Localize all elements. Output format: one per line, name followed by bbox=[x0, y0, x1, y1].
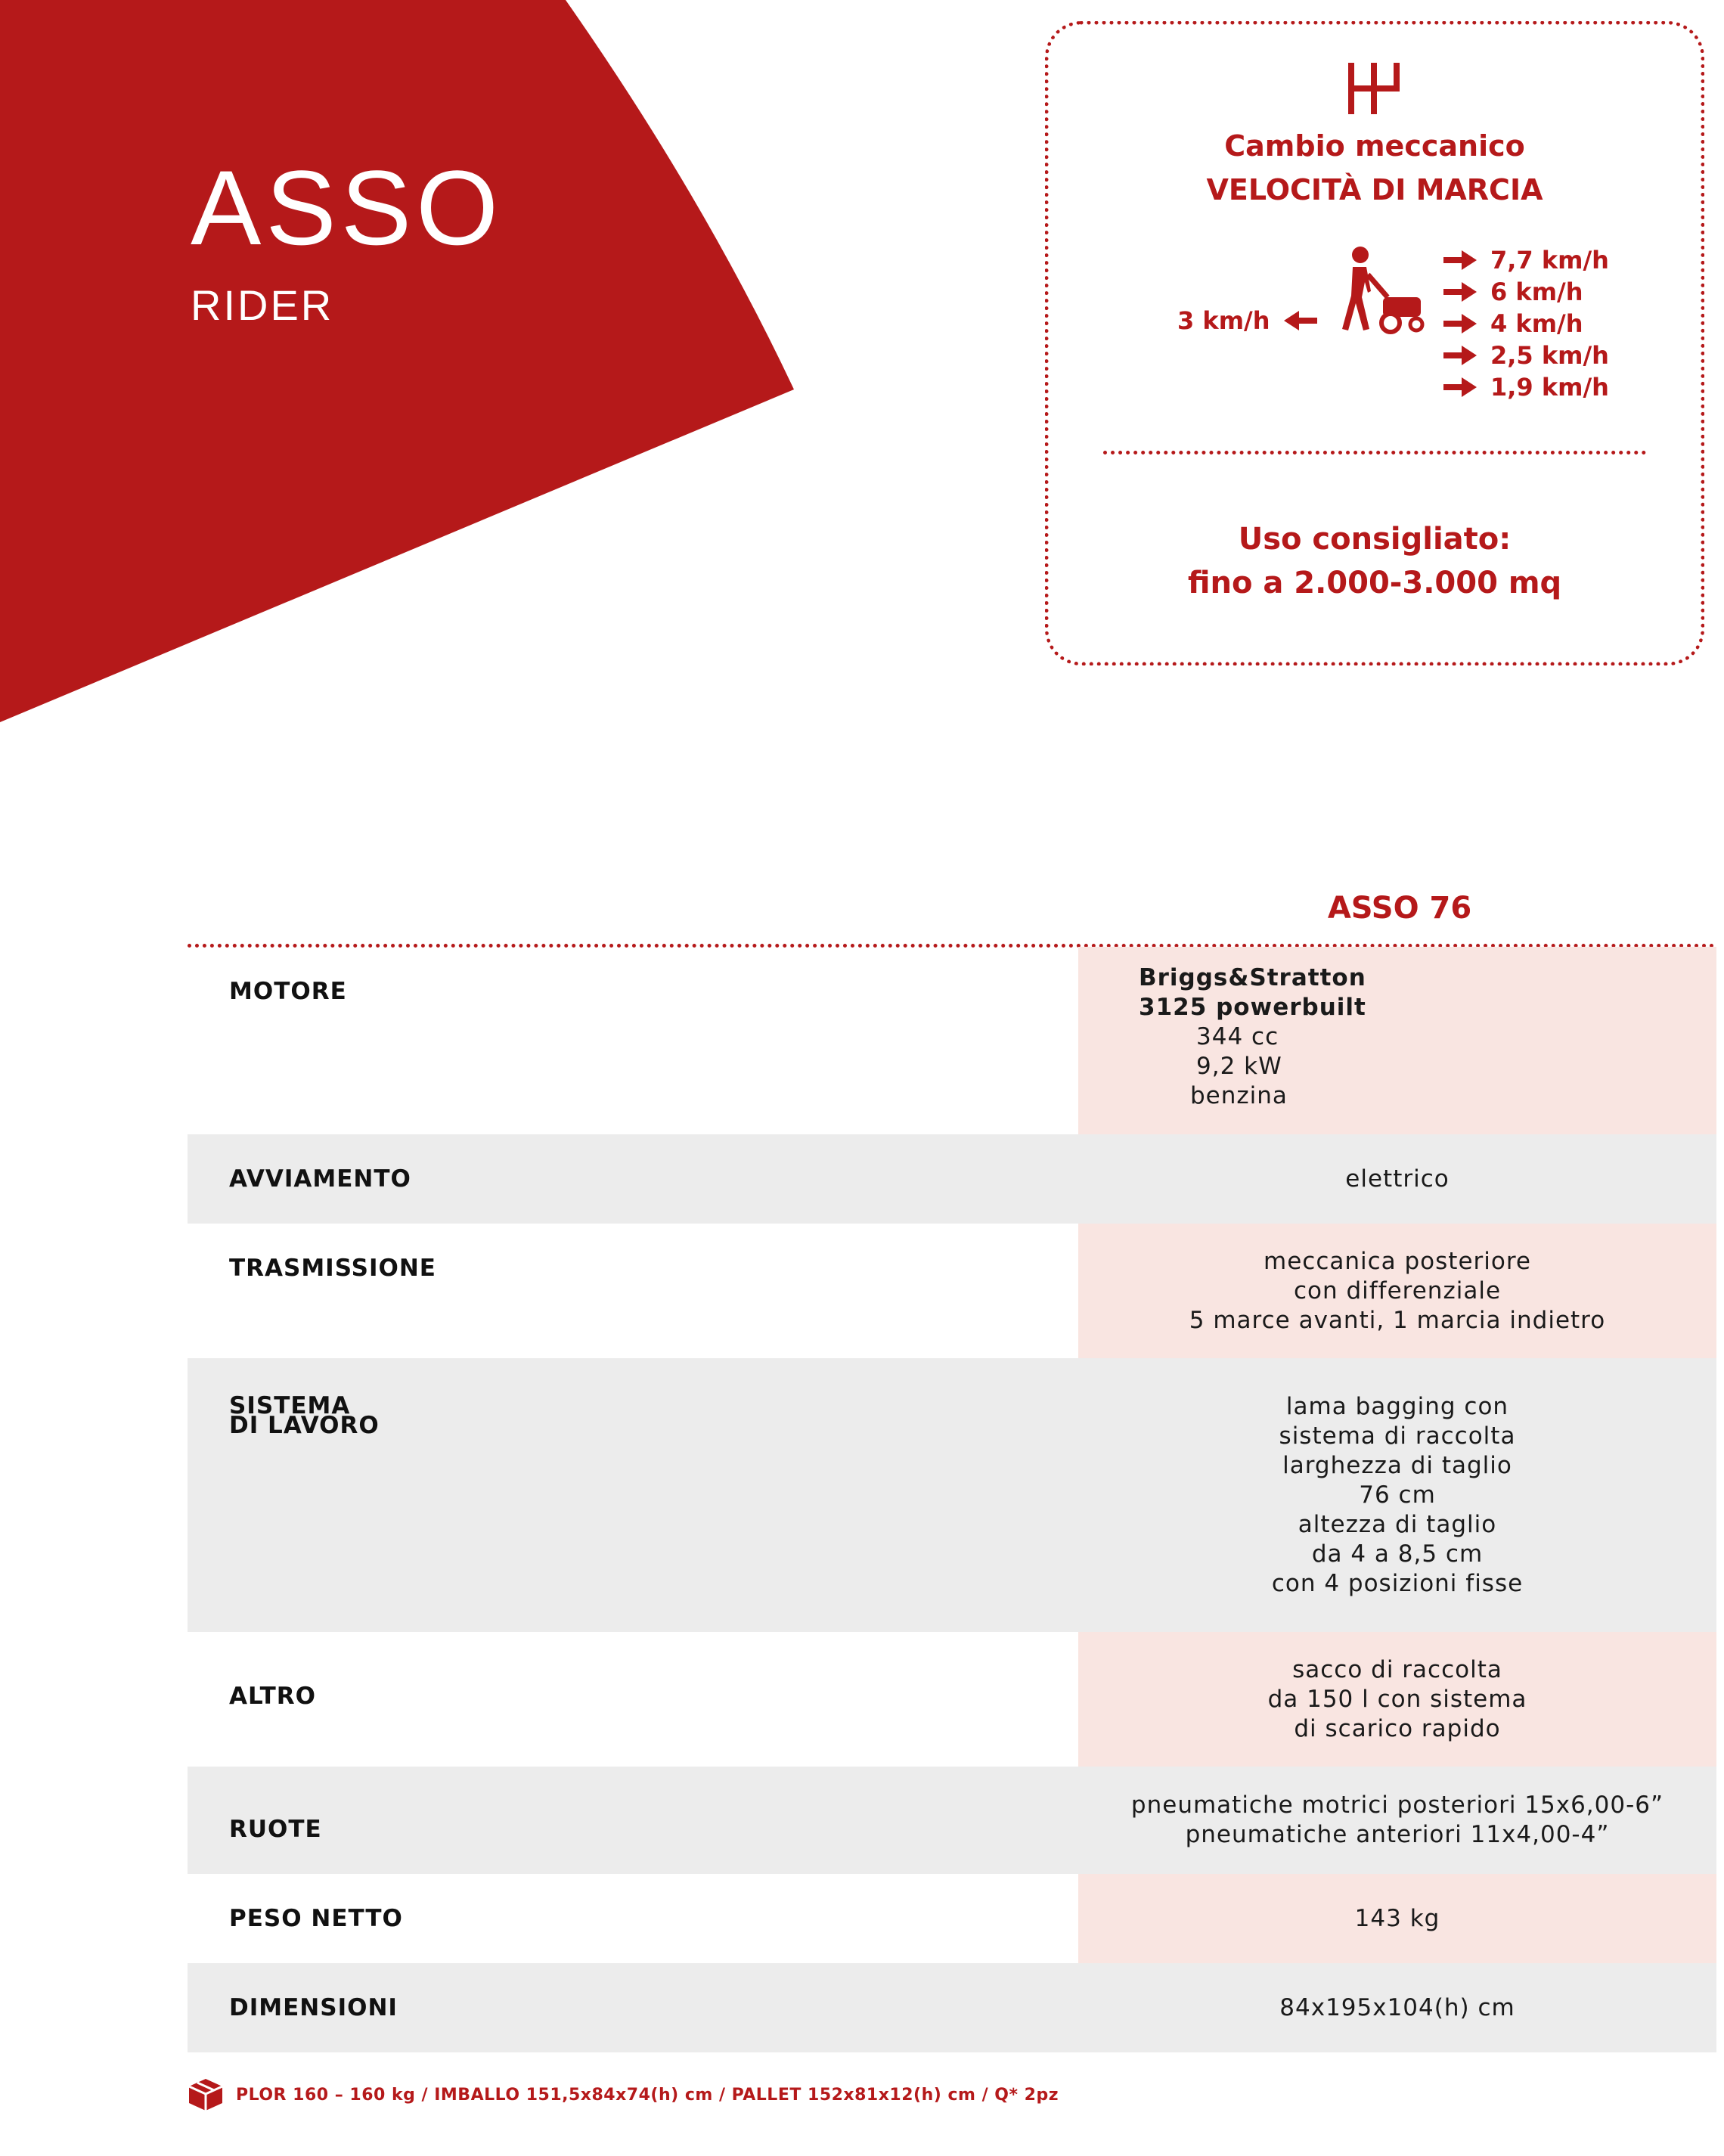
table-row bbox=[0, 947, 1724, 1134]
model-column-header: ASSO 76 bbox=[1327, 891, 1472, 926]
value-line: larghezza di taglio bbox=[1282, 1451, 1512, 1479]
title-block bbox=[191, 148, 504, 330]
value-line: 76 cm bbox=[1359, 1481, 1436, 1509]
arrow-right-icon bbox=[1443, 377, 1477, 397]
box-title-line1: Cambio meccanico bbox=[1224, 129, 1525, 163]
value-line: da 150 l con sistema bbox=[1267, 1685, 1527, 1713]
row-value bbox=[1078, 1767, 1716, 1874]
value-line: benzina bbox=[1190, 1082, 1288, 1109]
forward-speed-item bbox=[1443, 308, 1609, 340]
value-line: sistema di raccolta bbox=[1279, 1422, 1516, 1450]
forward-speed-item bbox=[1443, 371, 1609, 403]
row-label bbox=[229, 1392, 380, 1440]
reverse-speed-label: 3 km/h bbox=[1177, 306, 1270, 335]
table-row bbox=[0, 1224, 1724, 1358]
arrow-right-icon bbox=[1443, 314, 1477, 333]
person-mower-icon bbox=[1335, 244, 1433, 343]
usage-value: fino a 2.000-3.000 mq bbox=[1187, 566, 1562, 600]
arrow-left-icon bbox=[1284, 311, 1317, 330]
shipping-text: PLOR 160 – 160 kg / IMBALLO 151,5x84x74(h) cm / PALLET 152x81x12(h) cm / Q* 2pz bbox=[236, 2085, 1059, 2105]
arrow-right-icon bbox=[1443, 346, 1477, 365]
label-line: SISTEMA bbox=[229, 1392, 351, 1419]
row-value bbox=[1078, 1134, 1716, 1224]
row-label: RUOTE bbox=[229, 1816, 322, 1843]
reverse-speed bbox=[1177, 306, 1317, 335]
forward-speed-label: 6 km/h bbox=[1490, 278, 1583, 306]
value-line: 5 marce avanti, 1 marcia indietro bbox=[1189, 1306, 1606, 1334]
box-divider bbox=[1103, 451, 1646, 454]
product-subtitle: RIDER bbox=[191, 281, 334, 329]
row-value bbox=[1078, 1224, 1716, 1358]
row-value bbox=[1078, 1358, 1716, 1632]
value-line: 84x195x104(h) cm bbox=[1279, 1993, 1515, 2021]
forward-speed-label: 7,7 km/h bbox=[1490, 246, 1609, 275]
table-row bbox=[0, 1767, 1724, 1874]
value-line: pneumatiche motrici posteriori 15x6,00-6” bbox=[1130, 1791, 1664, 1819]
table-row bbox=[0, 1632, 1724, 1767]
value-line: sacco di raccolta bbox=[1292, 1655, 1502, 1683]
table-row bbox=[0, 1358, 1724, 1632]
forward-speed-label: 1,9 km/h bbox=[1490, 373, 1609, 402]
row-value bbox=[1078, 1874, 1716, 1963]
row-value bbox=[1078, 1963, 1716, 2052]
value-line: altezza di taglio bbox=[1298, 1510, 1497, 1538]
row-label: AVVIAMENTO bbox=[229, 1165, 411, 1193]
row-label: PESO NETTO bbox=[229, 1905, 403, 1932]
value-line: 143 kg bbox=[1354, 1904, 1440, 1932]
row-value bbox=[1078, 947, 1716, 1134]
value-line: meccanica posteriore bbox=[1264, 1247, 1531, 1275]
arrow-right-icon bbox=[1443, 250, 1477, 270]
value-line: con differenziale bbox=[1293, 1277, 1502, 1304]
forward-speed-item bbox=[1443, 276, 1609, 308]
value-line: Briggs&Stratton bbox=[1139, 964, 1366, 991]
label-line: DI LAVORO bbox=[229, 1412, 380, 1440]
row-value bbox=[1078, 1632, 1716, 1767]
forward-speed-item bbox=[1443, 340, 1609, 371]
value-line: 3125 powerbuilt bbox=[1139, 994, 1366, 1021]
row-label: ALTRO bbox=[229, 1683, 316, 1710]
forward-speed-list bbox=[1443, 244, 1609, 403]
arrow-right-icon bbox=[1443, 282, 1477, 302]
forward-speed-label: 2,5 km/h bbox=[1490, 341, 1609, 370]
value-line: da 4 a 8,5 cm bbox=[1311, 1540, 1484, 1568]
red-banner-shape bbox=[0, 0, 802, 726]
package-icon bbox=[188, 2077, 224, 2112]
forward-speed-label: 4 km/h bbox=[1490, 309, 1583, 338]
row-label: TRASMISSIONE bbox=[229, 1255, 436, 1282]
value-line: lama bagging con bbox=[1285, 1392, 1509, 1420]
value-line: di scarico rapido bbox=[1294, 1714, 1501, 1742]
row-label: DIMENSIONI bbox=[229, 1994, 398, 2021]
value-line: 344 cc bbox=[1196, 1023, 1279, 1050]
value-line: con 4 posizioni fisse bbox=[1271, 1569, 1524, 1597]
speed-info-box bbox=[1045, 21, 1704, 665]
value-line: pneumatiche anteriori 11x4,00-4” bbox=[1185, 1821, 1610, 1848]
value-line: elettrico bbox=[1345, 1165, 1450, 1193]
shipping-footer bbox=[188, 2077, 1059, 2112]
table-row bbox=[0, 1874, 1724, 1963]
box-title-line2: VELOCITÀ DI MARCIA bbox=[1206, 173, 1543, 206]
forward-speed-item bbox=[1443, 244, 1609, 276]
value-line: 9,2 kW bbox=[1196, 1053, 1282, 1080]
gear-shift-icon bbox=[1345, 61, 1404, 116]
table-row bbox=[0, 1963, 1724, 2052]
usage-title: Uso consigliato: bbox=[1238, 522, 1512, 557]
row-label: MOTORE bbox=[229, 978, 347, 1005]
table-row bbox=[0, 1134, 1724, 1224]
product-title: ASSO bbox=[191, 148, 504, 267]
